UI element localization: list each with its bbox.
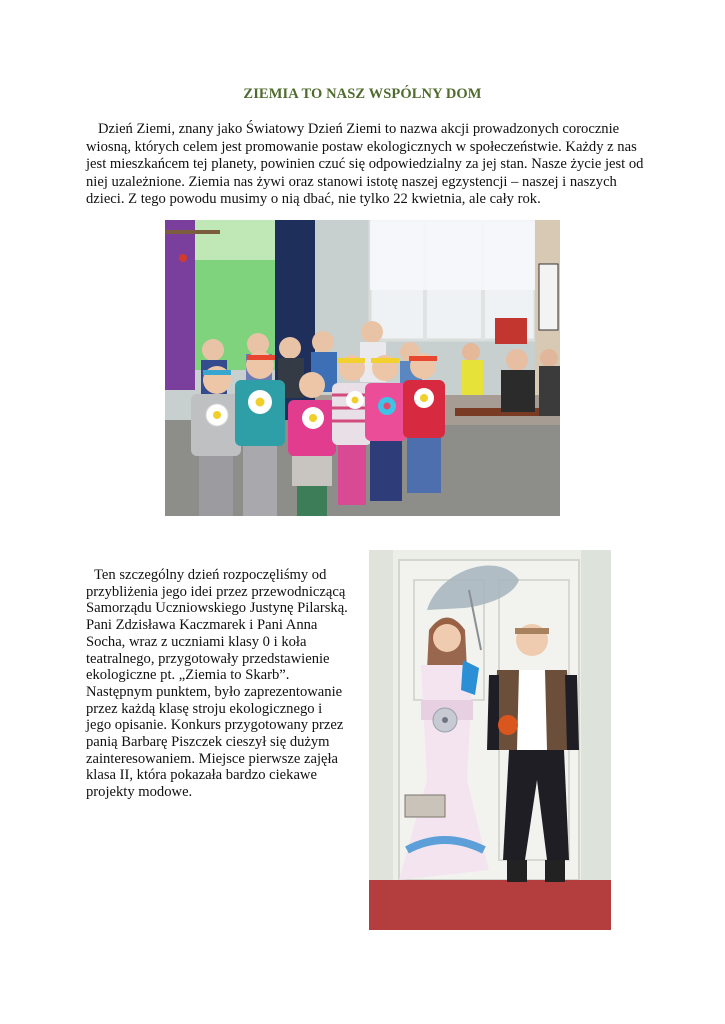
event-description	[86, 567, 348, 801]
children-group-photo	[165, 220, 560, 516]
intro-section	[86, 121, 646, 209]
intro-paragraph: Dzień Ziemi, znany jako Światowy Dzień Ziemi to nazwa akcji prowadzonych corocznie wiosną, których celem jest promowanie postaw ekologicznych w społeczeństwie. Każdy z nas jest mieszkańcem tej planety, powinien czuć się odpowiedzialny za jej stan. Nasze życie jest od niej uzależnione. Ziemia nas żywi oraz stanowi istotę naszej egzystencji – naszej i naszych dzieci. Z tego powodu musimy o nią dbać, nie tylko 22 kwietnia, ale cały rok.	[86, 121, 644, 208]
document-title: ZIEMIA TO NASZ WSPÓLNY DOM	[243, 86, 482, 102]
eco-costumes-photo	[369, 550, 611, 930]
event-paragraph: Ten szczególny dzień rozpoczęliśmy od przybliżenia jego idei przez przewodniczącą Samorządu Uczniowskiego Justynę Pilarską. Pani Zdzisława Kaczmarek i Pani Anna Socha, wraz z uczniami klasy 0 i koła teatralnego, przygotowały przedstawienie ekologiczne pt. „Ziemia to Skarb”. Następnym punktem, było zaprezentowanie przez każdą klasę stroju ekologicznego i jego opisanie. Konkurs przygotowany przez panią Barbarę Piszczek cieszył się dużym zainteresowaniem. Miejsce pierwsze zajęła klasa II, która pokazała bardzo ciekawe projekty modowe.	[86, 567, 348, 801]
